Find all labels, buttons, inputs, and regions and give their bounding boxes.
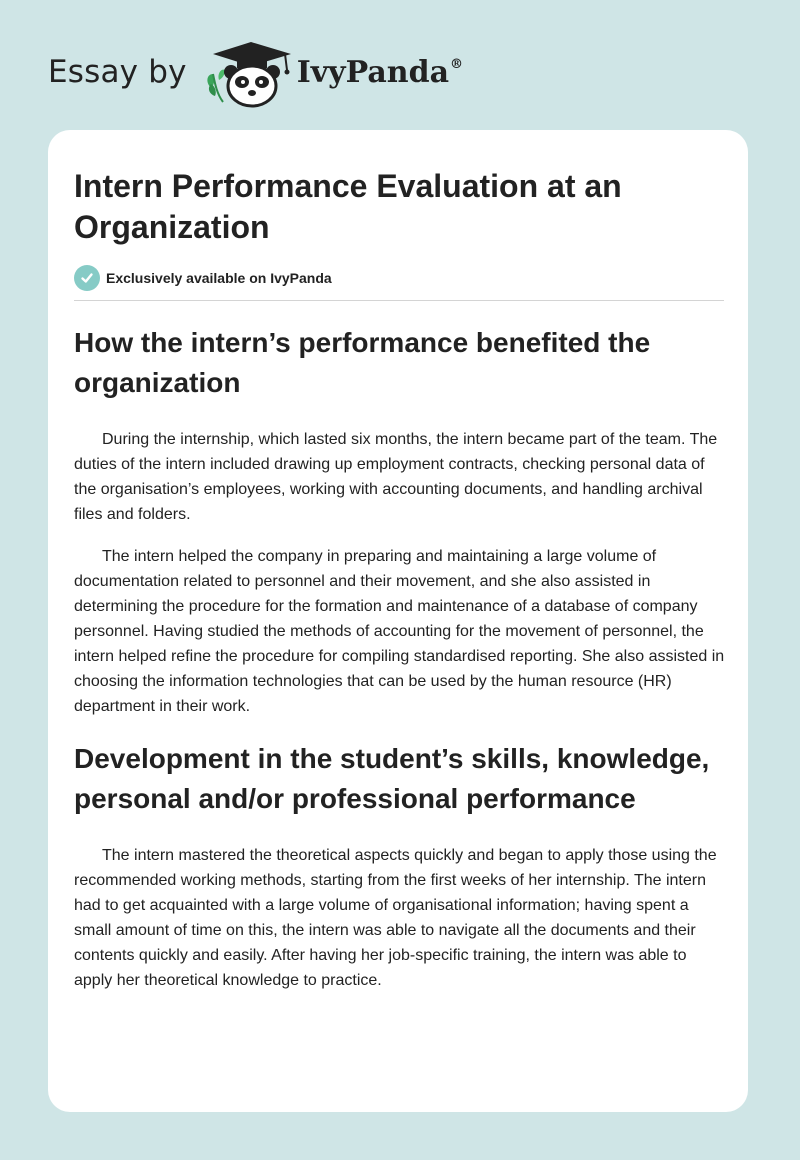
trademark-symbol: ®	[450, 56, 464, 72]
check-circle-icon	[74, 265, 100, 291]
section-benefits	[74, 323, 725, 719]
paragraph: The intern helped the company in preparing and maintaining a large volume of documentation related to personnel and their movement, and she also assisted in determining the procedure for the formation and maintenance of a database of company personnel. Having studied the methods of accounting for the movement of personnel, the intern helped refine the procedure for compiling standardised reporting. She also assisted in choosing the information technologies that can be used by the human resource (HR) department in their work.	[74, 548, 725, 715]
section-heading: Development in the student’s skills, knowledge, personal and/or professional performance	[74, 743, 710, 814]
divider	[74, 300, 724, 301]
essay-by-label: Essay by	[48, 54, 187, 90]
exclusive-badge	[74, 265, 722, 291]
page-title: Intern Performance Evaluation at an Organization	[74, 168, 622, 245]
brand-name[interactable]: IvyPanda®	[296, 54, 464, 90]
article-card	[48, 130, 748, 1112]
section-development	[74, 739, 722, 993]
panda-logo-icon[interactable]	[201, 36, 293, 108]
site-header	[48, 36, 463, 108]
paragraph: During the internship, which lasted six months, the intern became part of the team. The duties of the intern included drawing up employment contracts, checking personal data of the organisation’s employees, working with accounting documents, and handling archival files and folders.	[74, 431, 718, 523]
section-heading: How the intern’s performance benefited the organization	[74, 327, 651, 398]
exclusive-label: Exclusively available on IvyPanda	[106, 270, 332, 286]
paragraph: The intern mastered the theoretical aspects quickly and began to apply those using the recommended working methods, starting from the first weeks of her internship. The intern had to get acquainted with a large volume of organisational information; having spent a small amount of time on this, the intern was able to navigate all the documents and their contents quickly and easily. After having her job-specific training, the intern was able to apply her theoretical knowledge to practice.	[74, 847, 717, 989]
